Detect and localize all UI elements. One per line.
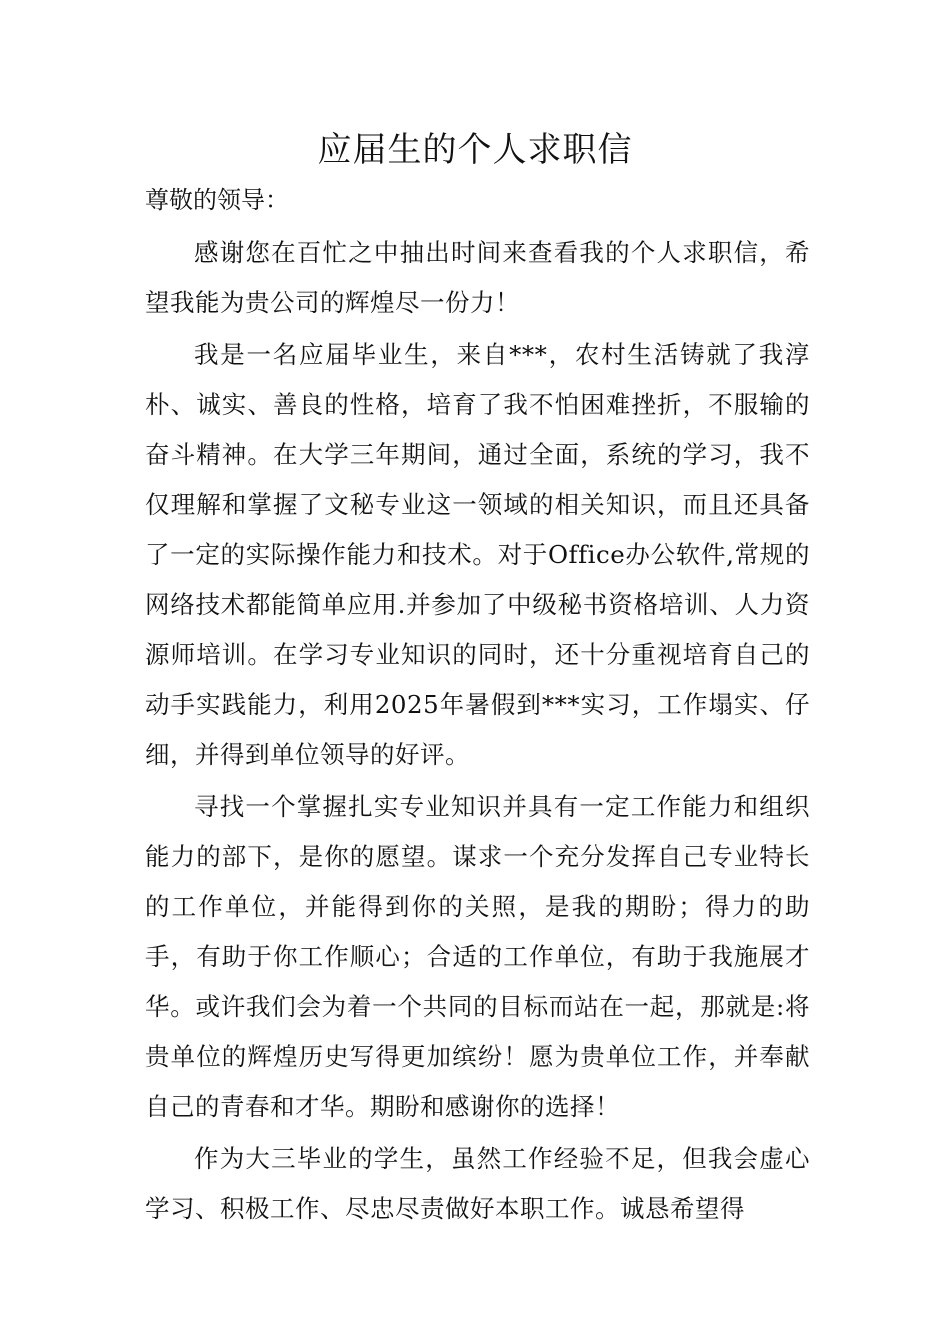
paragraph-gratitude: 感谢您在百忙之中抽出时间来查看我的个人求职信，希望我能为贵公司的辉煌尽一份力！ [145,238,810,317]
document-title: 应届生的个人求职信 [317,130,633,170]
paragraph-background: 我是一名应届毕业生，来自***，农村生活铸就了我淳朴、诚实、善良的性格，培育了我不怕困难挫折，不服输的奋斗精神。在大学三年期间，通过全面，系统的学习，我不仅理解和掌握了文秘专业这一领域的相关知识，而且还具备了一定的实际操作能力和技术。对于Office办公软件,常规的网络技术都能简单应用.并参加了中级秘书资格培训、人力资源师培训。在学习专业知识的同时，还十分重视培育自己的动手实践能力，利用2025年暑假到***实习，工作塌实、仔细，并得到单位领导的好评。 [145,340,810,769]
paragraph-commitment: 作为大三毕业的学生，虽然工作经验不足，但我会虚心学习、积极工作、尽忠尽责做好本职工作。诚恳希望得 [145,1144,810,1223]
salutation: 尊敬的领导： [145,186,289,214]
letter-body [145,228,810,1236]
paragraph-aspiration: 寻找一个掌握扎实专业知识并具有一定工作能力和组织能力的部下，是你的愿望。谋求一个充分发挥自己专业特长的工作单位，并能得到你的关照，是我的期盼；得力的助手，有助于你工作顺心；合适的工作单位，有助于我施展才华。或许我们会为着一个共同的目标而站在一起，那就是:将贵单位的辉煌历史写得更加缤纷！愿为贵单位工作，并奉献自己的青春和才华。期盼和感谢你的选择！ [145,792,810,1121]
